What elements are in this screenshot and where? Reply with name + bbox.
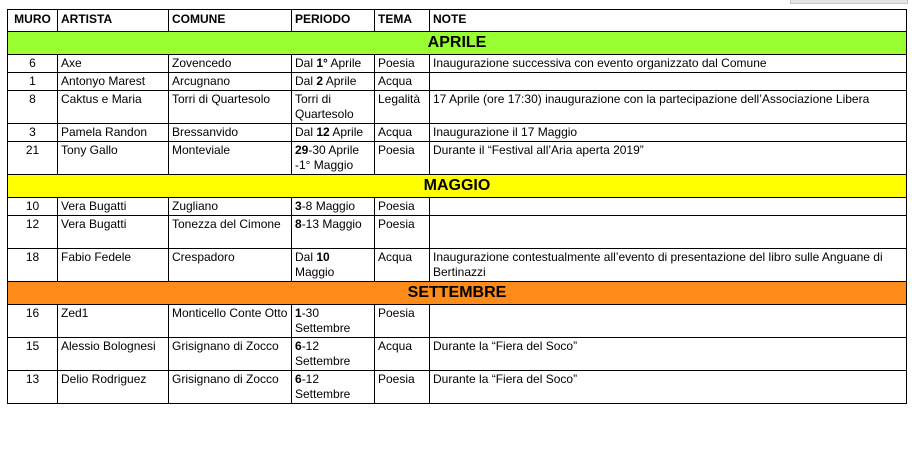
cell-tema: Acqua [375, 249, 430, 282]
month-label: MAGGIO [8, 175, 907, 198]
cell-comune: Tonezza del Cimone [169, 216, 292, 249]
table-row [8, 338, 907, 371]
cell-comune: Arcugnano [169, 73, 292, 91]
cell-tema: Poesia [375, 216, 430, 249]
periodo-bold: 1 [295, 306, 302, 320]
cell-muro: 15 [8, 338, 58, 371]
header-note: NOTE [430, 10, 907, 32]
cell-artista: Zed1 [58, 305, 169, 338]
periodo-bold: 2 [316, 74, 324, 88]
periodo-suffix: -8 Maggio [301, 199, 356, 213]
periodo-suffix: Aprile [327, 56, 362, 70]
periodo-prefix: Dal [295, 56, 317, 70]
cell-periodo [292, 249, 375, 282]
cell-comune: Zugliano [169, 198, 292, 216]
cell-muro: 1 [8, 73, 58, 91]
cell-tema: Acqua [375, 73, 430, 91]
periodo-suffix: -12 Settembre [295, 339, 351, 368]
periodo-prefix: Dal [295, 250, 317, 264]
month-label: SETTEMBRE [8, 282, 907, 305]
table-row [8, 305, 907, 338]
table-row [8, 73, 907, 91]
cell-tema: Poesia [375, 142, 430, 175]
periodo-bold: 29 [295, 143, 309, 157]
cell-note [430, 198, 907, 216]
cell-muro: 8 [8, 91, 58, 124]
cell-periodo [292, 142, 375, 175]
periodo-bold: 8 [295, 217, 302, 231]
cell-muro: 16 [8, 305, 58, 338]
month-row-settembre [8, 282, 907, 305]
cell-periodo [292, 124, 375, 142]
cell-muro: 10 [8, 198, 58, 216]
cell-muro: 18 [8, 249, 58, 282]
cell-tema: Acqua [375, 338, 430, 371]
table-row [8, 371, 907, 404]
cell-periodo [292, 338, 375, 371]
month-row-maggio [8, 175, 907, 198]
cell-periodo [292, 91, 375, 124]
cell-note: Durante il “Festival all’Aria aperta 2019” [430, 142, 907, 175]
window-edge [790, 0, 908, 4]
table-row [8, 216, 907, 249]
cell-tema: Legalità [375, 91, 430, 124]
cell-periodo [292, 216, 375, 249]
cell-artista: Fabio Fedele [58, 249, 169, 282]
cell-note [430, 305, 907, 338]
cell-comune: Torri di Quartesolo [169, 91, 292, 124]
periodo-prefix: Torri di Quartesolo [295, 92, 354, 121]
table-header-row [8, 10, 907, 32]
cell-artista: Antonyo Marest [58, 73, 169, 91]
cell-note [430, 216, 907, 249]
cell-artista: Delio Rodriguez [58, 371, 169, 404]
table-row [8, 198, 907, 216]
periodo-bold: 3 [295, 199, 302, 213]
cell-note: Inaugurazione contestualmente all’evento di presentazione del libro sulle Anguane di Bertinazzi [430, 249, 907, 282]
table-row [8, 142, 907, 175]
cell-tema: Poesia [375, 305, 430, 338]
cell-comune: Zovencedo [169, 55, 292, 73]
cell-comune: Monticello Conte Otto [169, 305, 292, 338]
periodo-suffix: -12 Settembre [295, 372, 351, 401]
cell-comune: Bressanvido [169, 124, 292, 142]
periodo-bold: 1° [316, 56, 328, 70]
cell-artista: Alessio Bolognesi [58, 338, 169, 371]
cell-muro: 6 [8, 55, 58, 73]
cell-muro: 3 [8, 124, 58, 142]
cell-muro: 21 [8, 142, 58, 175]
cell-artista: Vera Bugatti [58, 198, 169, 216]
periodo-suffix: Aprile [323, 74, 357, 88]
cell-note: 17 Aprile (ore 17:30) inaugurazione con la partecipazione dell’Associazione Libera [430, 91, 907, 124]
periodo-bold: 10 [316, 250, 330, 264]
periodo-bold: 12 [316, 125, 330, 139]
periodo-suffix: -30 Settembre [295, 306, 351, 335]
cell-comune: Crespadoro [169, 249, 292, 282]
cell-artista: Tony Gallo [58, 142, 169, 175]
cell-tema: Acqua [375, 124, 430, 142]
cell-note: Durante la “Fiera del Soco” [430, 338, 907, 371]
cell-periodo [292, 55, 375, 73]
table-row [8, 249, 907, 282]
header-periodo: PERIODO [292, 10, 375, 32]
periodo-suffix: -13 Maggio [301, 217, 362, 231]
murals-schedule-table [7, 9, 907, 404]
header-tema: TEMA [375, 10, 430, 32]
cell-muro: 13 [8, 371, 58, 404]
cell-comune: Grisignano di Zocco [169, 371, 292, 404]
cell-periodo [292, 73, 375, 91]
periodo-bold: 6 [295, 372, 302, 386]
cell-note [430, 73, 907, 91]
month-label: APRILE [8, 32, 907, 55]
cell-tema: Poesia [375, 55, 430, 73]
periodo-suffix: Aprile [329, 125, 364, 139]
table-row [8, 124, 907, 142]
periodo-suffix: -30 Aprile -1° Maggio [295, 143, 360, 172]
month-row-aprile [8, 32, 907, 55]
cell-muro: 12 [8, 216, 58, 249]
cell-periodo [292, 305, 375, 338]
periodo-bold: 6 [295, 339, 302, 353]
cell-periodo [292, 198, 375, 216]
periodo-prefix: Dal [295, 125, 317, 139]
table-row [8, 91, 907, 124]
cell-artista: Vera Bugatti [58, 216, 169, 249]
cell-tema: Poesia [375, 371, 430, 404]
cell-note: Durante la “Fiera del Soco” [430, 371, 907, 404]
cell-artista: Pamela Randon [58, 124, 169, 142]
cell-note: Inaugurazione il 17 Maggio [430, 124, 907, 142]
cell-comune: Grisignano di Zocco [169, 338, 292, 371]
cell-periodo [292, 371, 375, 404]
cell-artista: Axe [58, 55, 169, 73]
periodo-prefix: Dal [295, 74, 317, 88]
periodo-suffix: Maggio [295, 265, 335, 279]
header-muro: MURO [8, 10, 58, 32]
header-comune: COMUNE [169, 10, 292, 32]
cell-tema: Poesia [375, 198, 430, 216]
cell-artista: Caktus e Maria [58, 91, 169, 124]
table-row [8, 55, 907, 73]
cell-note: Inaugurazione successiva con evento organizzato dal Comune [430, 55, 907, 73]
header-artista: ARTISTA [58, 10, 169, 32]
cell-comune: Monteviale [169, 142, 292, 175]
